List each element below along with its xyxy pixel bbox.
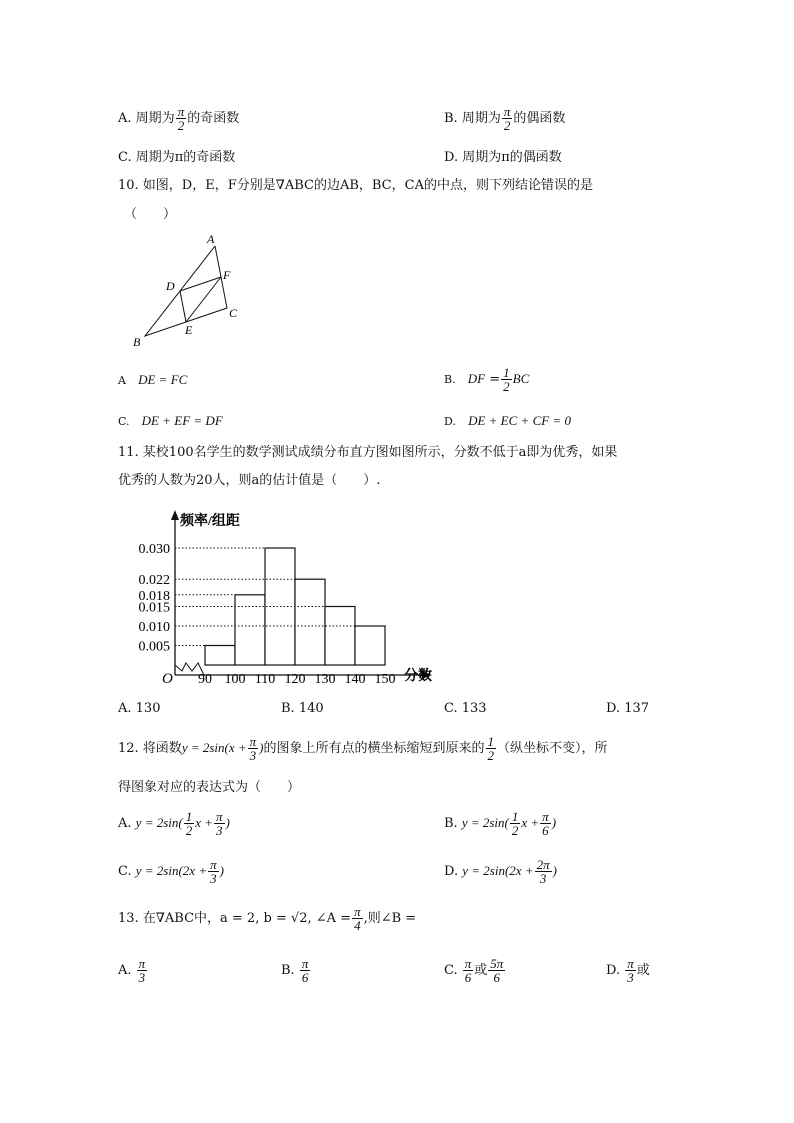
fraction: $\frac{5\pi}{6}$	[490, 956, 504, 985]
q12-option-a: A. y = 2sin( $\frac{1}{2}$ x + $\frac{\pi}{3}$ )	[118, 809, 230, 838]
q12-option-b: B. y = 2sin( $\frac{1}{2}$ x + $\frac{\pi}{6}$ )	[444, 809, 557, 838]
fraction: $\frac{1}{2}$	[503, 365, 510, 394]
fraction: $\frac{\pi}{2}$	[177, 104, 185, 133]
fraction: $\frac{\pi}{6}$	[301, 956, 309, 985]
q13-option-d: D. $\frac{\pi}{3}$ 或	[606, 956, 650, 985]
fraction: $\frac{\pi}{3}$	[216, 809, 223, 838]
segment-df	[180, 277, 221, 291]
label-f: F	[223, 268, 231, 282]
segment-de	[180, 291, 186, 322]
x-tick-label: 130	[314, 672, 336, 687]
q9-option-b: B. 周期为 $\frac{\pi}{2}$ 的偶函数	[444, 104, 566, 133]
y-tick-label: 0.018	[138, 588, 170, 604]
fraction: $\frac{1}{2}$	[487, 734, 495, 763]
q11-stem-line2: 优秀的人数为20人，则a的估计值是（ ）.	[118, 473, 381, 488]
q10-option-a: A DE = FC	[118, 372, 188, 387]
fraction: $\frac{\pi}{3}$	[138, 956, 146, 985]
q10-option-b: B. DF = $\frac{1}{2}$ BC	[444, 365, 530, 394]
y-tick-label: 0.010	[138, 620, 170, 635]
histogram-bar-120-130	[295, 579, 325, 665]
q10-option-d: D. DE + EC + CF = 0	[444, 413, 571, 428]
q9-option-d: D. 周期为π的偶函数	[444, 150, 562, 165]
x-tick-label: 110	[254, 672, 276, 687]
q11-option-b: B. 140	[281, 701, 324, 716]
y-tick-label: 0.022	[138, 573, 170, 589]
q13-stem: 13. 在∇ABC中，a = 2, b = √2, ∠A = $\frac{\pi}{4}$ ,则∠B =	[118, 904, 417, 933]
fraction: $\frac{1}{2}$	[511, 809, 519, 838]
y-axis-arrow	[171, 510, 179, 520]
x-tick-label: 120	[284, 672, 306, 687]
segment-ef	[186, 277, 221, 322]
y-tick-label: 0.005	[138, 639, 170, 655]
q9-option-a: A. 周期为 $\frac{\pi}{2}$ 的奇函数	[118, 104, 240, 133]
q12-stem-line1: 12. 将函数y = 2sin(x + $\frac{\pi}{3}$ )的图象上所有点的横坐标缩短到原来的 $\frac{1}{2}$ （纵坐标不变），所	[118, 734, 608, 763]
fraction: $\frac{2\pi}{3}$	[536, 857, 550, 886]
fraction: $\frac{\pi}{2}$	[503, 104, 511, 133]
label-c: C	[229, 306, 238, 320]
fraction: $\frac{\pi}{3}$	[210, 857, 217, 886]
frequency-histogram	[120, 505, 450, 690]
q11-option-c: C. 133	[444, 701, 487, 716]
fraction: $\frac{\pi}{4}$	[354, 904, 361, 933]
triangle-figure	[125, 228, 255, 350]
origin-label: O	[162, 671, 173, 687]
q10-stem: 10. 如图，D，E，F分别是∇ABC的边AB，BC，CA的中点，则下列结论错误的是	[118, 178, 593, 193]
label-d: D	[166, 279, 175, 293]
q11-stem-line1: 11. 某校100名学生的数学测试成绩分布直方图如图所示，分数不低于a即为优秀，如果	[118, 445, 618, 460]
fraction: $\frac{\pi}{3}$	[249, 734, 257, 763]
label-e: E	[185, 323, 193, 337]
label-a: A	[207, 232, 215, 246]
q12-option-d: D. y = 2sin(2x + $\frac{2\pi}{3}$ )	[444, 857, 557, 886]
fraction: $\frac{1}{2}$	[185, 809, 193, 838]
fraction: $\frac{\pi}{6}$	[464, 956, 472, 985]
q13-option-b: B. $\frac{\pi}{6}$	[281, 956, 309, 985]
x-tick-label: 90	[198, 672, 212, 687]
y-tick-label: 0.030	[138, 542, 170, 557]
y-tick-label: 0.015	[138, 600, 170, 616]
q13-option-a: A. $\frac{\pi}{3}$	[118, 956, 146, 985]
q11-option-a: A. 130	[118, 701, 161, 716]
q9-option-c: C. 周期为π的奇函数	[118, 150, 236, 165]
x-axis-label: 分数	[404, 669, 432, 684]
histogram-bar-140-150	[355, 626, 385, 665]
q10-paren: （ ）	[124, 207, 177, 222]
histogram-bar-130-140	[325, 607, 355, 666]
q12-option-c: C. y = 2sin(2x + $\frac{\pi}{3}$ )	[118, 857, 224, 886]
fraction: $\frac{\pi}{6}$	[542, 809, 549, 838]
histogram-bar-90-100	[205, 646, 235, 666]
label-b: B	[133, 335, 141, 349]
q13-option-c: C. $\frac{\pi}{6}$ 或 $\frac{5\pi}{6}$	[444, 956, 504, 985]
y-axis-label: 频率/组距	[180, 514, 240, 529]
fraction: $\frac{\pi}{3}$	[627, 956, 634, 985]
x-tick-label: 100	[224, 672, 246, 687]
histogram-bar-100-110	[235, 595, 265, 665]
q11-option-d: D. 137	[606, 701, 650, 716]
x-tick-label: 150	[374, 672, 396, 687]
x-tick-label: 140	[344, 672, 366, 687]
q10-option-c: C. DE + EF = DF	[118, 413, 223, 428]
q12-stem-line2: 得图象对应的表达式为（ ）	[118, 780, 301, 795]
